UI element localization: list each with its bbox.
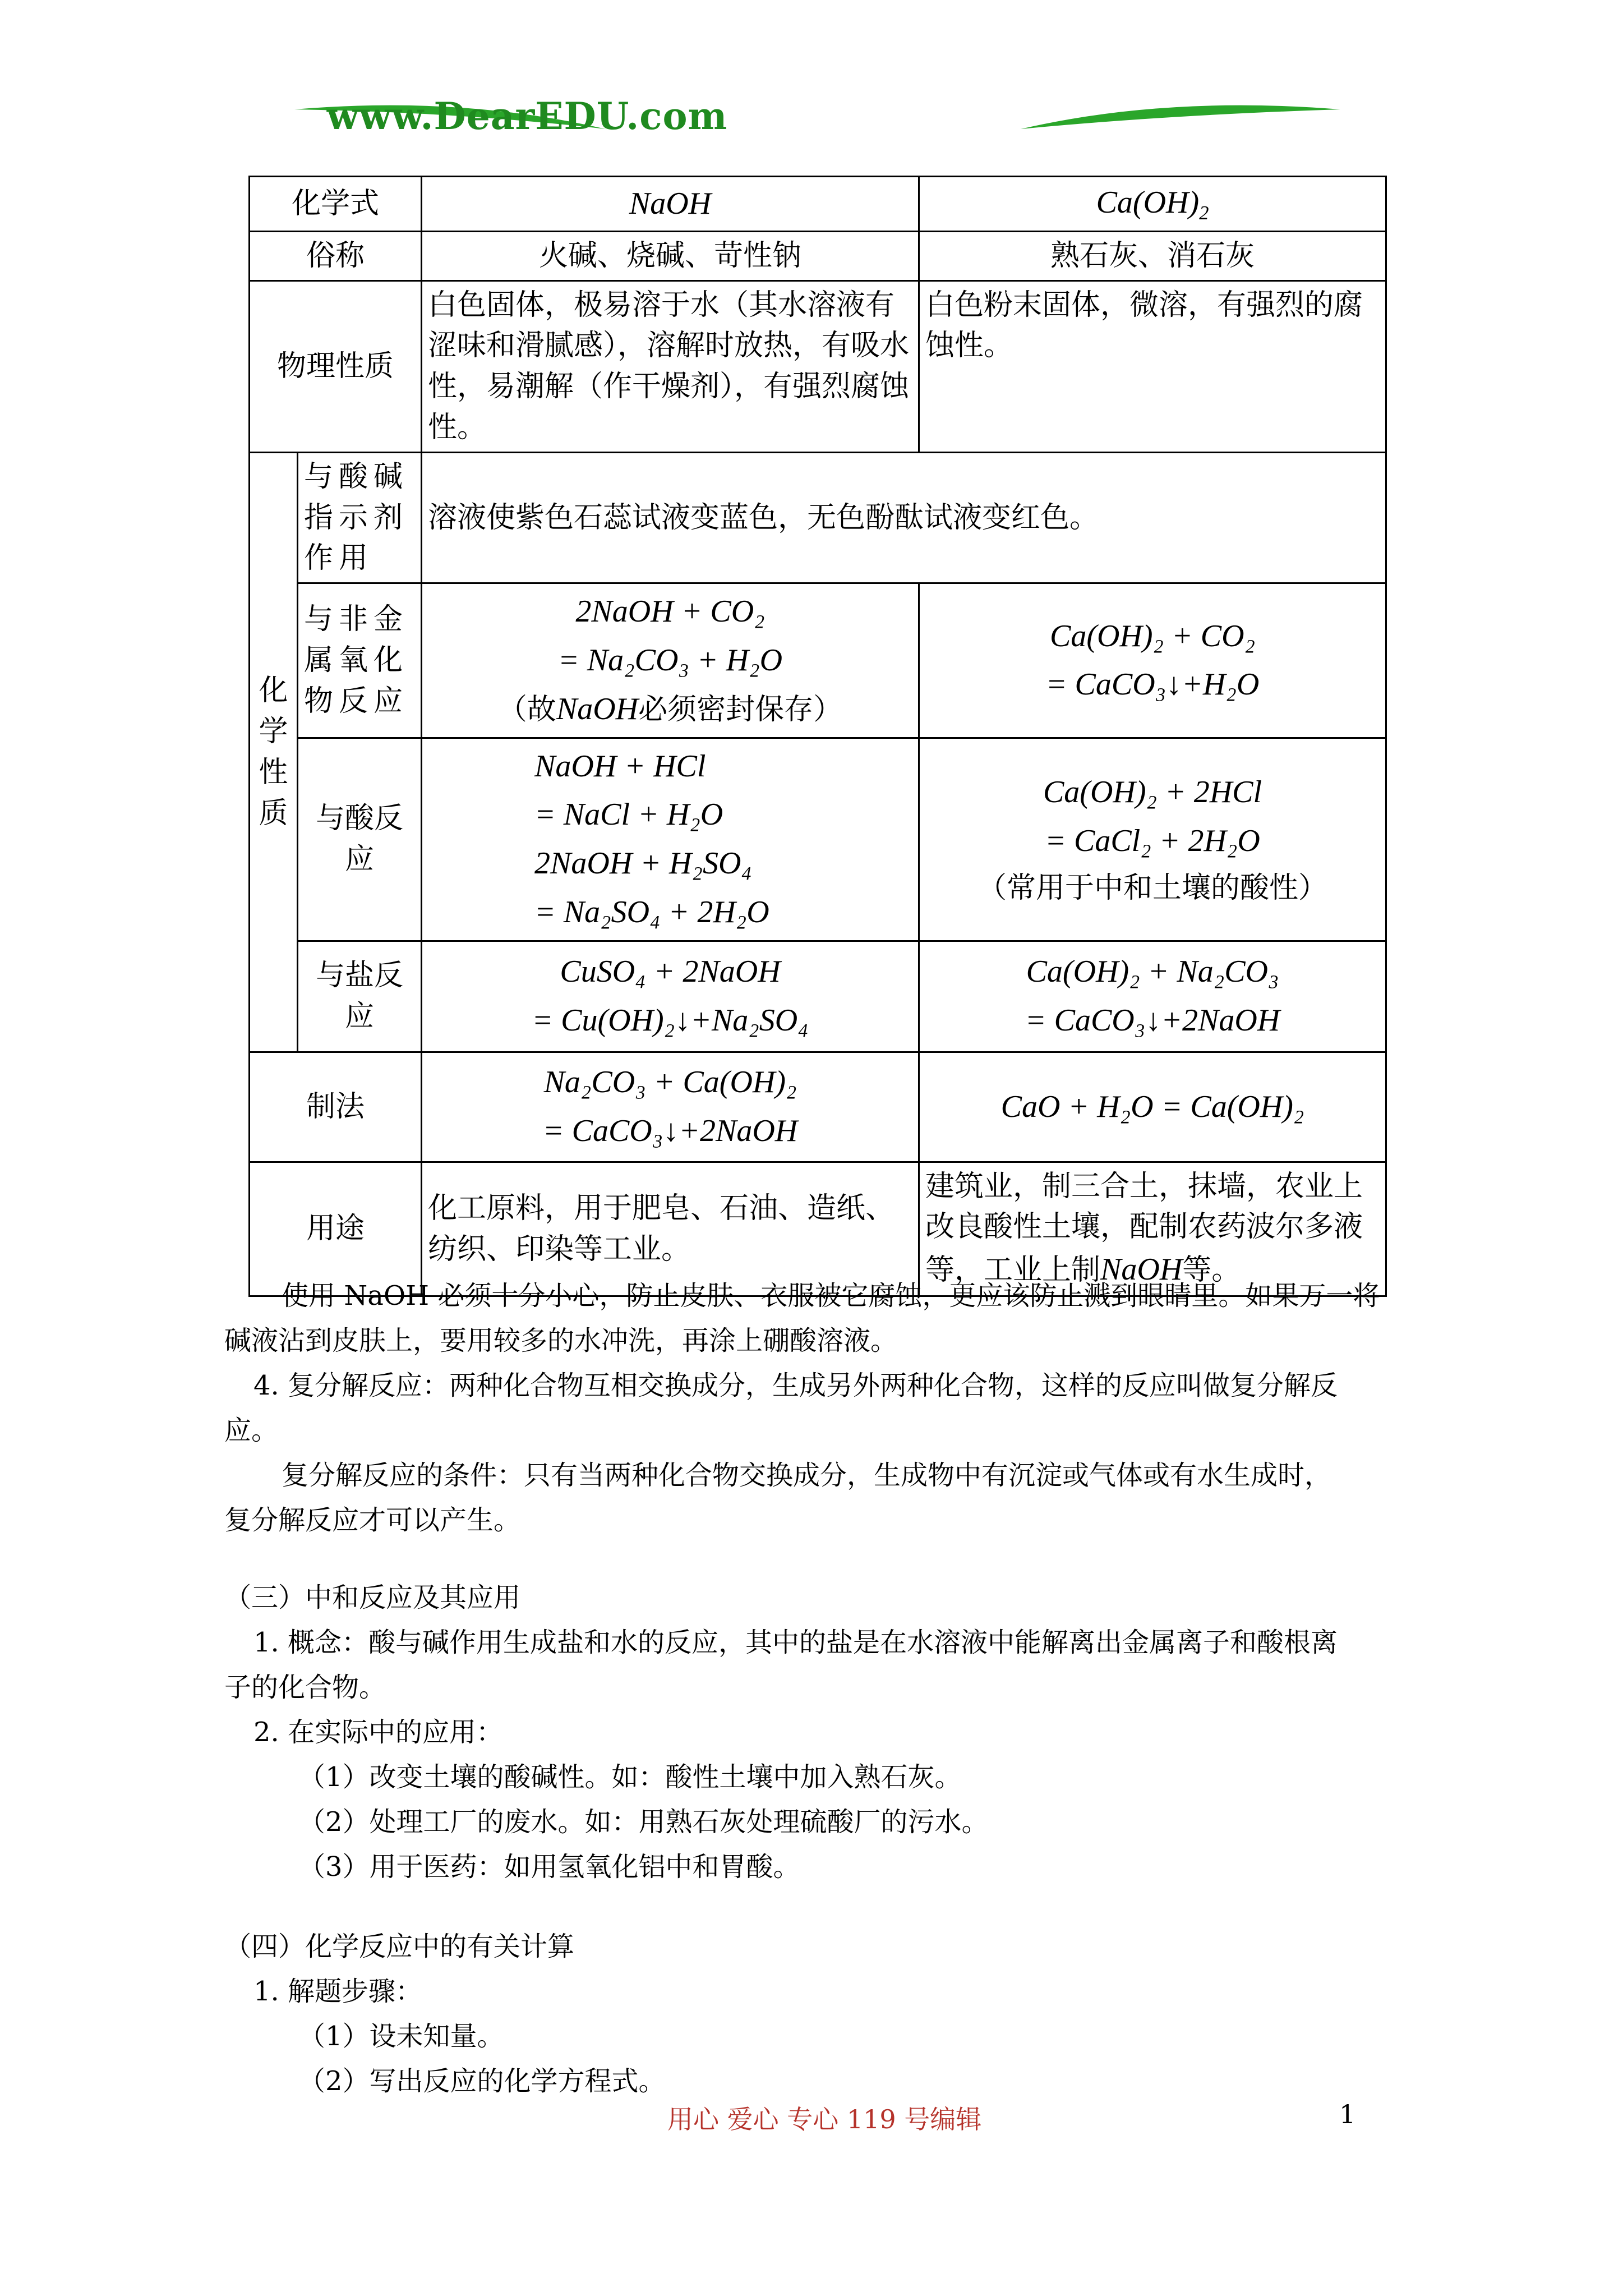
caoh-physical: 白色粉末固体，微溶，有强烈的腐蚀性。 (919, 280, 1386, 452)
header-acid: 与酸反应 (298, 738, 422, 941)
list-item-1: （1）改变土壤的酸碱性。如：酸性土壤中加入熟石灰。 (298, 1761, 962, 1793)
comparison-table (248, 176, 1387, 1297)
para-steps: 1. 解题步骤： (253, 1976, 423, 2007)
header-chemical: 化 学 性 质 (250, 452, 298, 1052)
header-formula: 化学式 (250, 177, 422, 232)
indicator-text: 溶液使紫色石蕊试液变蓝色，无色酚酞试液变红色。 (422, 452, 1386, 583)
naoh-use: 化工原料，用于肥皂、石油、造纸、纺织、印染等工业。 (422, 1162, 919, 1296)
naoh-salt: CuSO₄ + 2NaOH = Cu(OH)₂↓+Na₂SO₄ (422, 941, 919, 1052)
header-use: 用途 (250, 1162, 422, 1296)
caoh-salt: Ca(OH)₂ + Na₂CO₃ = CaCO₃↓+2NaOH (919, 941, 1386, 1052)
caoh-prep: CaO + H₂O = Ca(OH)₂ (919, 1052, 1386, 1162)
para-concept-2: 子的化合物。 (224, 1672, 386, 1703)
naoh-co2: 2NaOH + CO₂ = Na₂CO₃ + H₂O （故NaOH必须密封保存） (422, 583, 919, 738)
para-naoh-caution-2: 碱液沾到皮肤上，要用较多的水冲洗，再涂上硼酸溶液。 (224, 1325, 898, 1356)
naoh-acid: NaOH + HCl = NaCl + H₂O 2NaOH + H₂SO₄ = Na₂SO₄ + 2H₂O (422, 738, 919, 941)
para-condition-1: 复分解反应的条件：只有当两种化合物交换成分，生成物中有沉淀或气体或有水生成时， (282, 1460, 1332, 1491)
header-indicator: 与酸碱指示剂作用 (298, 452, 422, 583)
list-item-3: （3）用于医药：如用氢氧化铝中和胃酸。 (298, 1851, 800, 1883)
naoh-physical: 白色固体，极易溶于水（其水溶液有涩味和滑腻感），溶解时放热，有吸水性，易潮解（作干燥剂），有强烈腐蚀性。 (422, 280, 919, 452)
para-concept-1: 1. 概念：酸与碱作用生成盐和水的反应，其中的盐是在水溶液中能解离出金属离子和酸根离 (253, 1627, 1338, 1658)
section-heading-4: （四）化学反应中的有关计算 (224, 1931, 575, 1962)
para-application: 2. 在实际中的应用： (253, 1717, 504, 1748)
para-condition-2: 复分解反应才可以产生。 (224, 1504, 521, 1536)
caoh-co2: Ca(OH)₂ + CO₂ = CaCO₃↓+H₂O (919, 583, 1386, 738)
para-double-decomp-1: 4. 复分解反应：两种化合物互相交换成分，生成另外两种化合物，这样的反应叫做复分解反 (253, 1370, 1338, 1401)
caoh-formula: $Ca(OH)_2$ (919, 177, 1386, 232)
caoh-common-name: 熟石灰、消石灰 (919, 231, 1386, 280)
header-nonmetal: 与非金属氧化物反应 (298, 583, 422, 738)
naoh-common-name: 火碱、烧碱、苛性钠 (422, 231, 919, 280)
header-prep: 制法 (250, 1052, 422, 1162)
header-salt: 与盐反应 (298, 941, 422, 1052)
page-number: 1 (1339, 2099, 1356, 2129)
header-physical: 物理性质 (250, 280, 422, 452)
footer-text: 用心 爱心 专心 119 号编辑 (667, 2104, 982, 2134)
para-naoh-caution-1: 使用 NaOH 必须十分小心，防止皮肤、衣服被它腐蚀，更应该防止溅到眼睛里。如果万一将 (282, 1280, 1380, 1312)
step-item-2: （2）写出反应的化学方程式。 (298, 2065, 666, 2097)
section-heading-3: （三）中和反应及其应用 (224, 1582, 521, 1613)
naoh-prep: Na₂CO₃ + Ca(OH)₂ = CaCO₃↓+2NaOH (422, 1052, 919, 1162)
site-logo[interactable]: www.DearEDU.com (326, 94, 728, 138)
para-double-decomp-2: 应。 (224, 1415, 279, 1446)
header-common-name: 俗称 (250, 231, 422, 280)
caoh-acid: Ca(OH)₂ + 2HCl = CaCl₂ + 2H₂O （常用于中和土壤的酸性） (919, 738, 1386, 941)
caoh-use: 建筑业，制三合土，抹墙，农业上改良酸性土壤，配制农药波尔多液等，工业上制NaOH等。 (919, 1162, 1386, 1296)
list-item-2: （2）处理工厂的废水。如：用熟石灰处理硫酸厂的污水。 (298, 1806, 989, 1838)
naoh-formula: NaOH (422, 177, 919, 232)
step-item-1: （1）设未知量。 (298, 2021, 504, 2052)
